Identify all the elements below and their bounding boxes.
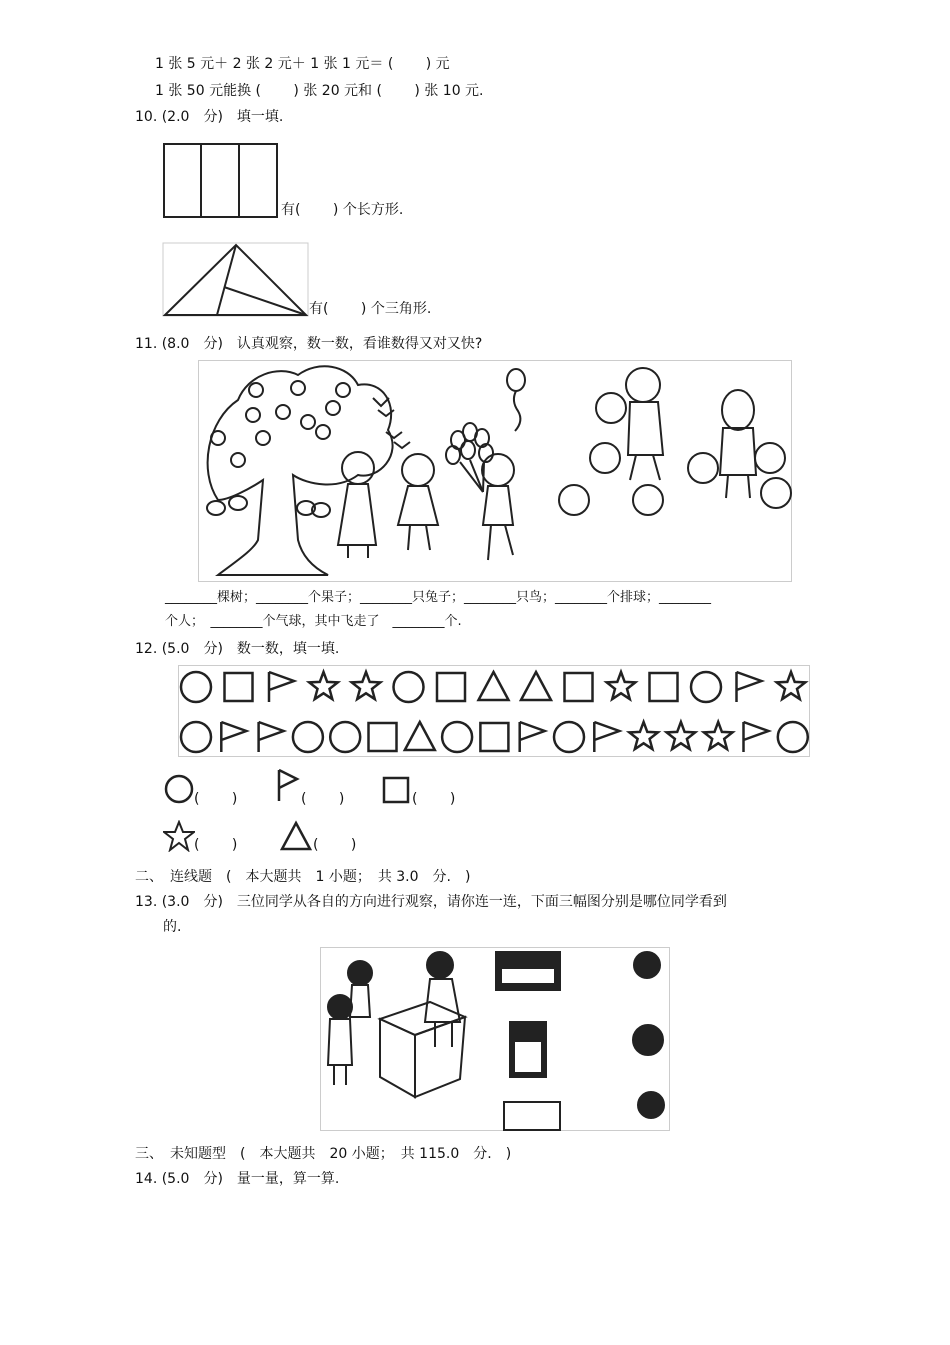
square-icon (381, 775, 411, 805)
square-shape (225, 673, 253, 701)
q10-rect-answer: 有( ) 个长方形. (281, 202, 404, 218)
circle-shape (554, 722, 584, 752)
triangle-count-blank: ( ) (313, 837, 357, 853)
circle-shape (293, 722, 323, 752)
star-icon (163, 820, 195, 852)
star-shape (704, 722, 733, 749)
circle-icon (163, 773, 195, 805)
flag-shape (269, 672, 294, 702)
q11-answer-line-2: 个人； ________个气球，其中飞走了 ________个. (165, 614, 462, 629)
circle-shape (181, 672, 211, 702)
triangle-shape (521, 672, 551, 700)
flag-shape (221, 722, 246, 752)
q14-header: 14. (5.0 分) 量一量，算一算. (135, 1171, 340, 1187)
section-3-title: 三、 未知题型 ( 本大题共 20 小题； 共 115.0 分. ) (135, 1146, 512, 1162)
square-shape (369, 723, 397, 751)
square-shape (650, 673, 678, 701)
circle-shape (394, 672, 424, 702)
park-scene-illustration (198, 360, 792, 582)
q10-header: 10. (2.0 分) 填一填. (135, 109, 284, 125)
circle-shape (778, 722, 808, 752)
star-shape (607, 672, 636, 699)
flag-shape (259, 722, 284, 752)
q13-line-2: 的. (163, 919, 182, 935)
triangle-shape (479, 672, 509, 700)
star-shape (352, 672, 381, 699)
flag-shape (520, 722, 545, 752)
q11-header: 11. (8.0 分) 认真观察，数一数，看谁数得又对又快? (135, 336, 483, 352)
q10-tri-answer: 有( ) 个三角形. (309, 301, 432, 317)
money-line-1: 1 张 5 元＋ 2 张 2 元＋ 1 张 1 元＝ ( ) 元 (155, 56, 450, 72)
circle-shape (330, 722, 360, 752)
flag-shape (594, 722, 619, 752)
q11-answer-line-1: ________棵树；________个果子；________只兔子；________只鸟；________个排球；________ (165, 590, 712, 605)
star-shape (777, 672, 806, 699)
rectangle-figure (162, 142, 280, 220)
circle-shape (181, 722, 211, 752)
square-shape (565, 673, 593, 701)
circle-shape (442, 722, 472, 752)
money-line-2: 1 张 50 元能换 ( ) 张 20 元和 ( ) 张 10 元. (155, 83, 484, 99)
q12-header: 12. (5.0 分) 数一数，填一填. (135, 641, 340, 657)
shape-grid (178, 665, 810, 757)
q13-line-1: 13. (3.0 分) 三位同学从各自的方向进行观察，请你连一连，下面三幅图分别是哪位同学看到 (135, 894, 727, 910)
circle-shape (691, 672, 721, 702)
star-count-blank: ( ) (194, 837, 238, 853)
square-shape (437, 673, 465, 701)
star-shape (629, 722, 658, 749)
flag-count-blank: ( ) (301, 791, 345, 807)
section-2-title: 二、 连线题 ( 本大题共 1 小题； 共 3.0 分. ) (135, 869, 471, 885)
apple-icons (211, 381, 350, 467)
triangle-figure (162, 242, 310, 318)
square-shape (480, 723, 508, 751)
star-shape (309, 672, 338, 699)
flag-icon (275, 767, 301, 803)
triangle-shape (405, 722, 435, 750)
star-shape (667, 722, 696, 749)
children-figures (338, 368, 756, 560)
flag-shape (744, 722, 769, 752)
square-count-blank: ( ) (412, 791, 456, 807)
circle-count-blank: ( ) (194, 791, 238, 807)
flag-shape (737, 672, 762, 702)
volleyball-icons (559, 393, 791, 515)
observation-illustration (320, 947, 670, 1131)
triangle-icon (279, 820, 313, 852)
